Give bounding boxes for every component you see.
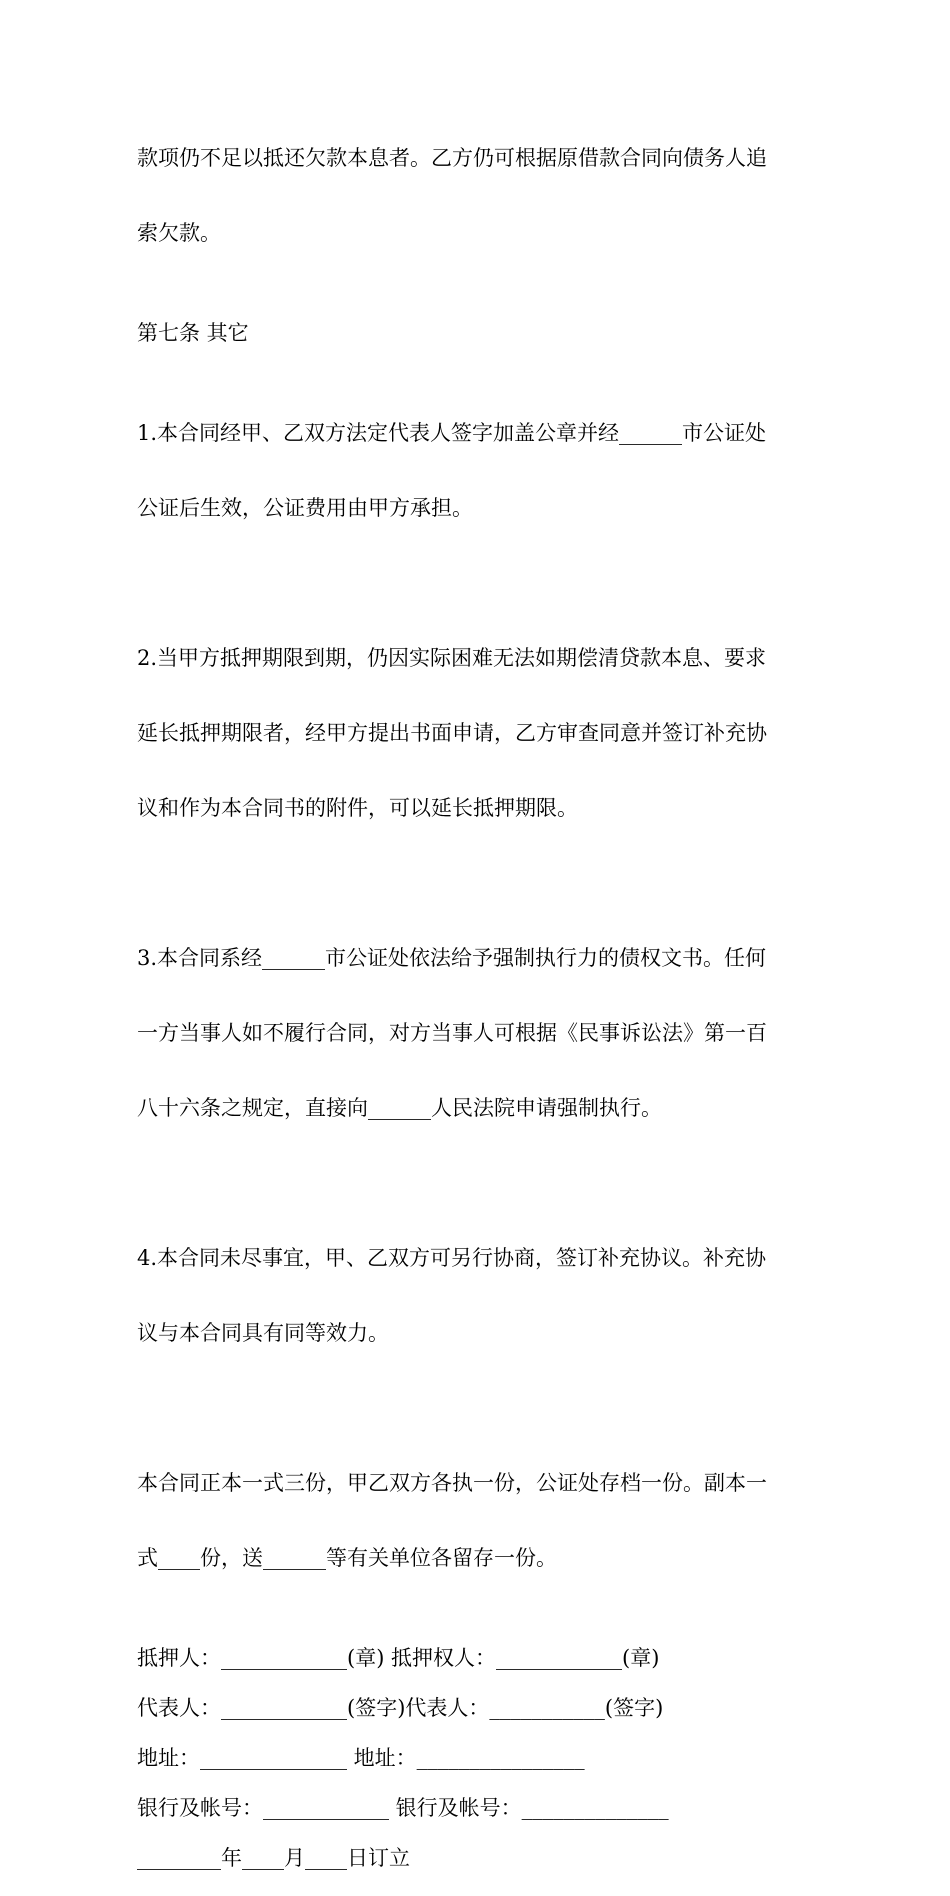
text-line: 索欠款。 bbox=[137, 221, 221, 245]
text-line: 一方当事人如不履行合同，对方当事人可根据《民事诉讼法》第一百 bbox=[137, 1021, 767, 1045]
document-page bbox=[137, 96, 817, 1896]
signature-bank-row: 银行及帐号：____________ 银行及帐号：______________ bbox=[137, 1796, 669, 1820]
text-line: 公证后生效，公证费用由甲方承担。 bbox=[137, 496, 473, 520]
signature-representative-row: 代表人：____________(签字)代表人：___________(签字) bbox=[137, 1696, 664, 1720]
text-line: 1.本合同经甲、乙双方法定代表人签字加盖公章并经______市公证处 bbox=[137, 421, 767, 445]
text-line: 议与本合同具有同等效力。 bbox=[137, 1321, 389, 1345]
signature-date-row: ________年____月____日订立 bbox=[137, 1846, 410, 1870]
text-line: 款项仍不足以抵还欠款本息者。乙方仍可根据原借款合同向债务人追 bbox=[137, 146, 767, 170]
text-line: 八十六条之规定，直接向______人民法院申请强制执行。 bbox=[137, 1096, 662, 1120]
clause-2 bbox=[137, 596, 817, 871]
clause-4 bbox=[137, 1196, 817, 1396]
signature-mortgagor-row: 抵押人：____________(章) 抵押权人：____________(章) bbox=[137, 1646, 660, 1670]
text-line: 4.本合同未尽事宜，甲、乙双方可另行协商，签订补充协议。补充协 bbox=[137, 1246, 767, 1270]
text-line: 本合同正本一式三份，甲乙双方各执一份，公证处存档一份。副本一 bbox=[137, 1471, 767, 1495]
text-line: 延长抵押期限者，经甲方提出书面申请，乙方审查同意并签订补充协 bbox=[137, 721, 767, 745]
clause-1 bbox=[137, 371, 817, 571]
article-heading: 第七条 其它 bbox=[137, 321, 249, 345]
text-line: 式____份，送______等有关单位各留存一份。 bbox=[137, 1546, 557, 1570]
intro-paragraph bbox=[137, 96, 817, 296]
text-line: 3.本合同系经______市公证处依法给予强制执行力的债权文书。任何 bbox=[137, 946, 767, 970]
text-line: 议和作为本合同书的附件，可以延长抵押期限。 bbox=[137, 796, 578, 820]
clause-3 bbox=[137, 896, 817, 1171]
copies-paragraph bbox=[137, 1421, 817, 1621]
text-line: 2.当甲方抵押期限到期，仍因实际困难无法如期偿清贷款本息、要求 bbox=[137, 646, 767, 670]
signature-address-row: 地址：______________ 地址：________________ bbox=[137, 1746, 585, 1770]
